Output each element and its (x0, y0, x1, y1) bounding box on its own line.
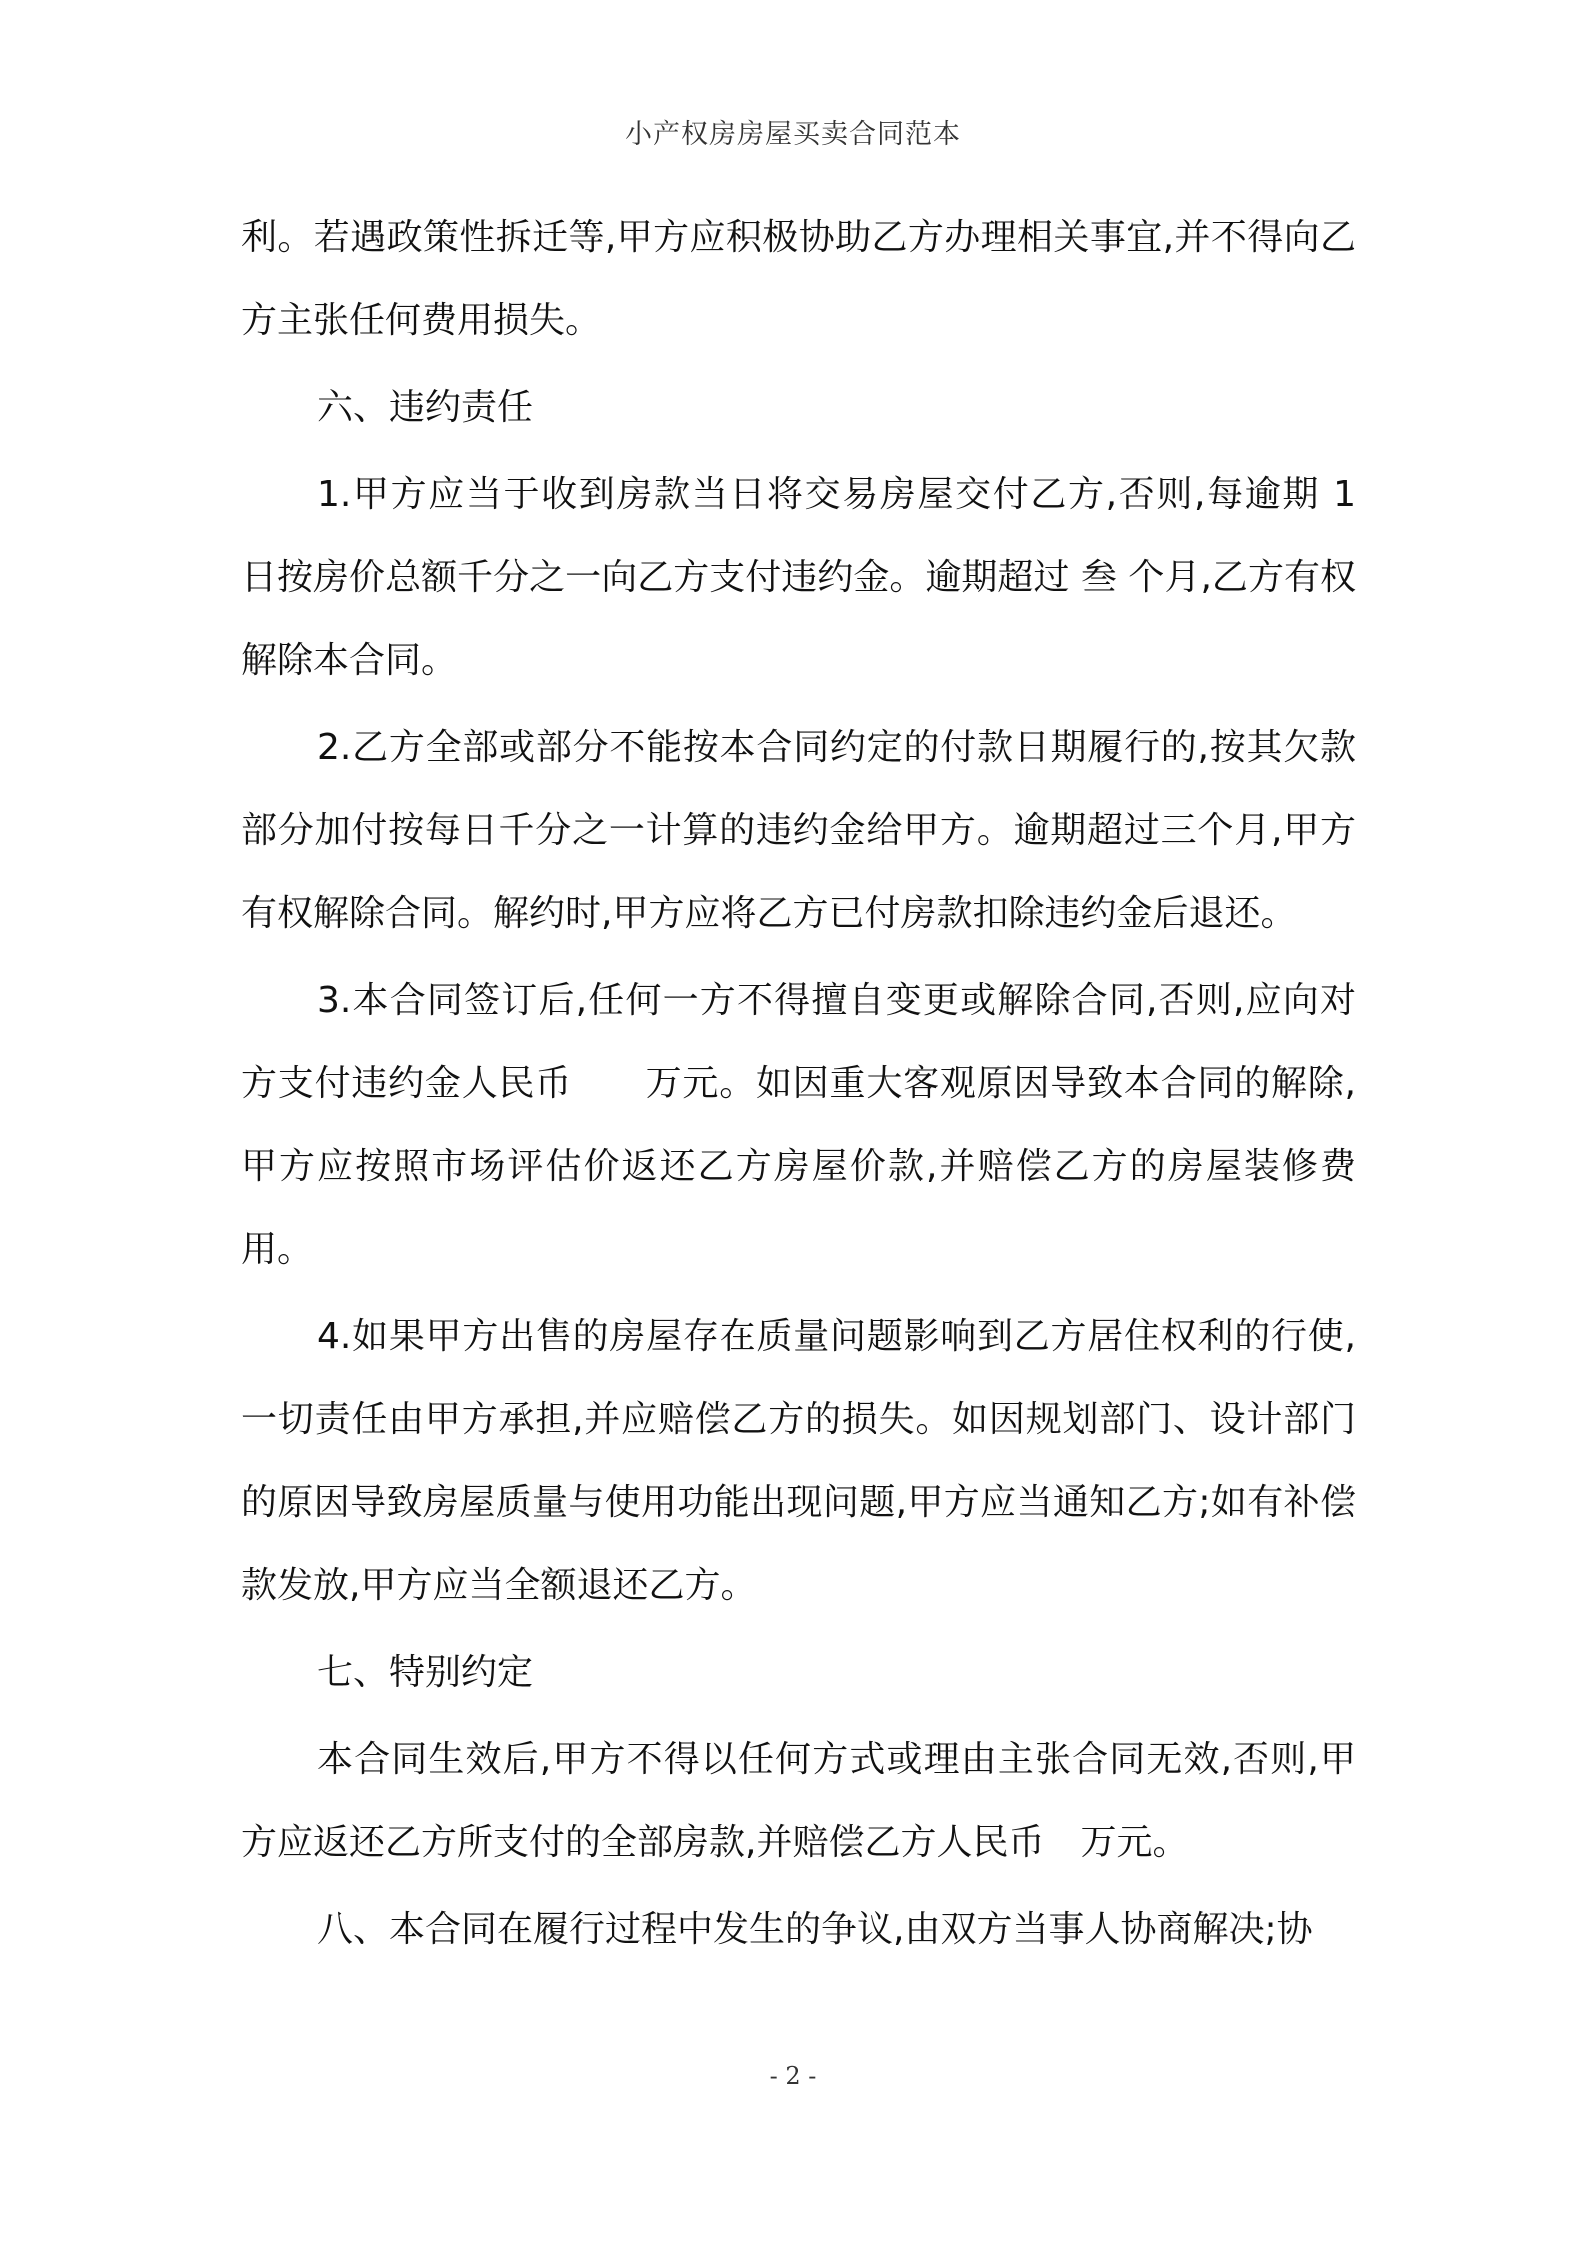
paragraph-continuation: 利。若遇政策性拆迁等,甲方应积极协助乙方办理相关事宜,并不得向乙方主张任何费用损失。 (241, 217, 1356, 341)
clause-1: 1.甲方应当于收到房款当日将交易房屋交付乙方,否则,每逾期 1 日按房价总额千分之一向乙方支付违约金。逾期超过 叁 个月,乙方有权解除本合同。 (241, 474, 1356, 681)
section-heading-special: 七、特别约定 (317, 1652, 534, 1693)
clause-3: 3.本合同签订后,任何一方不得擅自变更或解除合同,否则,应向对方支付违约金人民币 万元。如因重大客观原因导致本合同的解除,甲方应按照市场评估价返还乙方房屋价款,并赔偿乙方的房屋装修费用。 (241, 980, 1356, 1270)
section-eight: 八、本合同在履行过程中发生的争议,由双方当事人协商解决;协 (317, 1909, 1313, 1950)
page-number: - 2 - (769, 2062, 817, 2090)
special-clause: 本合同生效后,甲方不得以任何方式或理由主张合同无效,否则,甲方应返还乙方所支付的全部房款,并赔偿乙方人民币 万元。 (241, 1739, 1356, 1863)
clause-2: 2.乙方全部或部分不能按本合同约定的付款日期履行的,按其欠款部分加付按每日千分之一计算的违约金给甲方。逾期超过三个月,甲方有权解除合同。解约时,甲方应将乙方已付房款扣除违约金后退还。 (241, 727, 1356, 934)
document-body (241, 196, 1356, 1975)
section-heading-breach: 六、违约责任 (317, 387, 534, 428)
running-header: 小产权房房屋买卖合同范本 (625, 119, 961, 150)
clause-4: 4.如果甲方出售的房屋存在质量问题影响到乙方居住权利的行使,一切责任由甲方承担,并应赔偿乙方的损失。如因规划部门、设计部门的原因导致房屋质量与使用功能出现问题,甲方应当通知乙方;如有补偿款发放,甲方应当全额退还乙方。 (241, 1316, 1356, 1606)
